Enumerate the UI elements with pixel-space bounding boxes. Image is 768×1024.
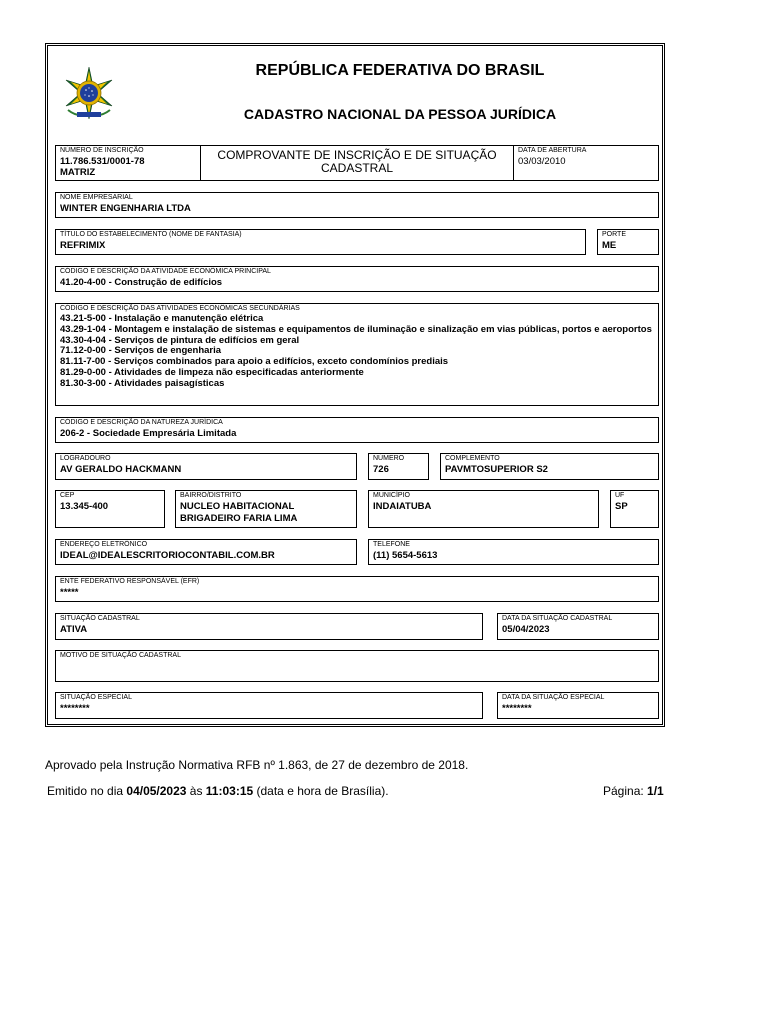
field-label: DATA DA SITUAÇÃO CADASTRAL	[502, 615, 613, 622]
bairro-value-line2: BRIGADEIRO FARIA LIMA	[180, 513, 298, 524]
page-label: Página:	[603, 784, 648, 798]
emission-date: 04/05/2023	[126, 784, 187, 798]
telefone-value: (11) 5654-5613	[373, 550, 438, 561]
field-label: MOTIVO DE SITUAÇÃO CADASTRAL	[60, 652, 181, 659]
field-label: ENTE FEDERATIVO RESPONSÁVEL (EFR)	[60, 578, 200, 585]
list-item: 71.12-0-00 - Serviços de engenharia	[60, 345, 222, 357]
field-label: COMPLEMENTO	[445, 455, 500, 462]
motivo-box	[55, 650, 659, 682]
fantasia-value: REFRIMIX	[60, 240, 106, 251]
bairro-box	[175, 490, 357, 528]
field-label: NOME EMPRESARIAL	[60, 194, 133, 201]
comprovante-title	[201, 149, 513, 175]
complemento-box	[440, 453, 659, 480]
list-item: 81.29-0-00 - Atividades de limpeza não especificadas anteriormente	[60, 366, 364, 378]
field-label: CÓDIGO E DESCRIÇÃO DAS ATIVIDADES ECONÔMICAS SECUNDÁRIAS	[60, 305, 300, 312]
field-label: NÚMERO DE INSCRIÇÃO	[60, 147, 144, 154]
field-label: MUNICÍPIO	[373, 492, 410, 499]
data-situacao-especial-value: ********	[502, 703, 532, 714]
comprovante-title-line2: CADASTRAL	[320, 161, 394, 175]
municipio-value: INDAIATUBA	[373, 501, 432, 512]
emission-note	[47, 784, 389, 798]
list-item: 43.29-1-04 - Montagem e instalação de sistemas e equipamentos de iluminação e sinalização em vias públicas, portos e aeroportos	[60, 323, 652, 335]
data-situacao-especial-box	[497, 692, 659, 719]
emission-at: às	[186, 784, 206, 798]
efr-box	[55, 576, 659, 602]
field-label: PORTE	[602, 231, 626, 238]
emission-suffix: (data e hora de Brasília).	[253, 784, 389, 798]
numero-value: 726	[373, 464, 389, 475]
field-label: TELEFONE	[373, 541, 410, 548]
field-label: TÍTULO DO ESTABELECIMENTO (NOME DE FANTASIA)	[60, 231, 242, 238]
comprovante-title-box	[200, 145, 514, 181]
list-item: 43.21-5-00 - Instalação e manutenção elétrica	[60, 313, 264, 324]
page-subtitle: CADASTRO NACIONAL DA PESSOA JURÍDICA	[243, 106, 557, 122]
abertura-value: 03/03/2010	[518, 156, 566, 167]
inscricao-type: MATRIZ	[60, 167, 96, 178]
natureza-juridica-box	[55, 417, 659, 443]
inscricao-box	[55, 145, 201, 181]
page-title: REPÚBLICA FEDERATIVA DO BRASIL	[255, 62, 545, 79]
email-value: IDEAL@IDEALESCRITORIOCONTABIL.COM.BR	[60, 550, 275, 561]
cep-value: 13.345-400	[60, 501, 109, 512]
atividade-principal-box	[55, 266, 659, 292]
uf-box	[610, 490, 659, 528]
inscricao-number: 11.786.531/0001-78	[60, 156, 145, 167]
atividade-principal-value: 41.20-4-00 - Construção de edifícios	[60, 277, 223, 288]
field-label: SITUAÇÃO ESPECIAL	[60, 694, 132, 701]
approval-note: Aprovado pela Instrução Normativa RFB nº 1.863, de 27 de dezembro de 2018.	[45, 758, 469, 772]
natureza-juridica-value: 206-2 - Sociedade Empresária Limitada	[60, 428, 237, 439]
page-number: 1/1	[647, 784, 664, 798]
emission-time: 11:03:15	[205, 784, 254, 798]
logradouro-value: AV GERALDO HACKMANN	[60, 464, 182, 475]
porte-value: ME	[602, 240, 617, 251]
field-label: UF	[615, 492, 625, 499]
nome-empresarial-box	[55, 192, 659, 218]
field-label: ENDEREÇO ELETRÔNICO	[60, 541, 148, 548]
cep-box	[55, 490, 165, 528]
abertura-box	[513, 145, 659, 181]
nome-empresarial-value: WINTER ENGENHARIA LTDA	[60, 203, 191, 214]
fantasia-box	[55, 229, 586, 255]
field-label: CÓDIGO E DESCRIÇÃO DA NATUREZA JURÍDICA	[60, 419, 223, 426]
situacao-especial-box	[55, 692, 483, 719]
atividades-secundarias-list	[60, 314, 654, 390]
field-label: SITUAÇÃO CADASTRAL	[60, 615, 140, 622]
list-item: 43.30-4-04 - Serviços de pintura de edifícios em geral	[60, 334, 300, 346]
telefone-box	[368, 539, 659, 565]
data-situacao-box	[497, 613, 659, 640]
list-item: 81.30-3-00 - Atividades paisagísticas	[60, 377, 225, 389]
atividades-secundarias-box	[55, 303, 659, 406]
field-label: CÓDIGO E DESCRIÇÃO DA ATIVIDADE ECONÔMICA PRINCIPAL	[60, 268, 271, 275]
email-box	[55, 539, 357, 565]
field-label: NÚMERO	[373, 455, 405, 462]
comprovante-title-line1: COMPROVANTE DE INSCRIÇÃO E DE SITUAÇÃO	[217, 148, 497, 162]
field-label: LOGRADOURO	[60, 455, 111, 462]
field-label: DATA DE ABERTURA	[518, 147, 587, 154]
list-item: 81.11-7-00 - Serviços combinados para apoio a edifícios, exceto condomínios prediais	[60, 356, 449, 368]
data-situacao-value: 05/04/2023	[502, 624, 550, 635]
uf-value: SP	[615, 501, 628, 512]
field-label: CEP	[60, 492, 75, 499]
porte-box	[597, 229, 659, 255]
page-indicator	[603, 784, 664, 798]
field-label: DATA DA SITUAÇÃO ESPECIAL	[502, 694, 605, 701]
numero-box	[368, 453, 429, 480]
municipio-box	[368, 490, 599, 528]
logradouro-box	[55, 453, 357, 480]
bairro-value-line1: NUCLEO HABITACIONAL	[180, 501, 295, 512]
situacao-box	[55, 613, 483, 640]
efr-value: *****	[60, 587, 79, 598]
situacao-value: ATIVA	[60, 624, 88, 635]
field-label: BAIRRO/DISTRITO	[180, 492, 242, 499]
emission-prefix: Emitido no dia	[47, 784, 127, 798]
situacao-especial-value: ********	[60, 703, 90, 714]
complemento-value: PAVMTOSUPERIOR S2	[445, 464, 548, 475]
